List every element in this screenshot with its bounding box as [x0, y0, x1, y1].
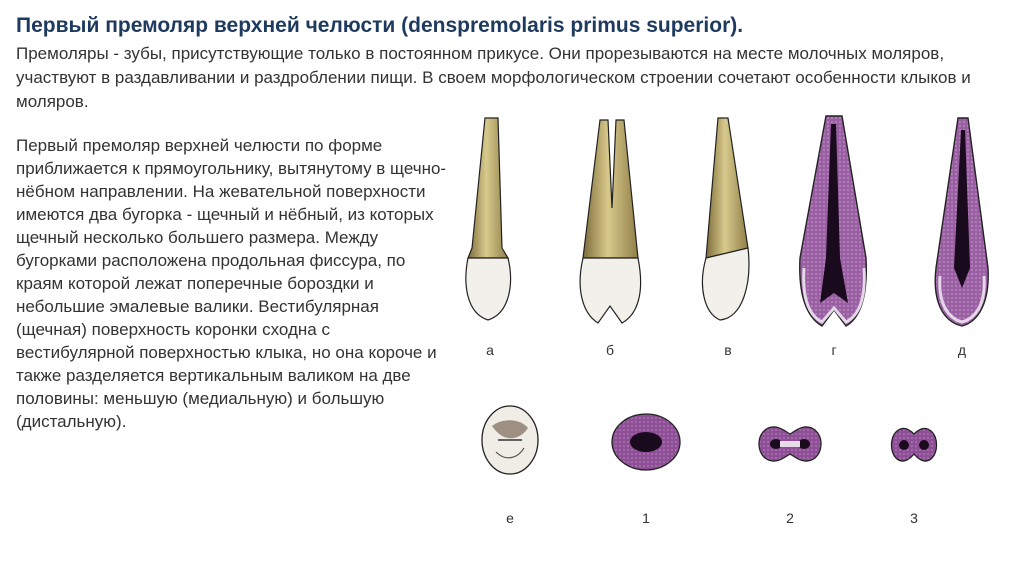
tooth-a	[466, 118, 511, 320]
caption-e: д	[957, 342, 967, 358]
caption-c: в	[724, 342, 732, 358]
tooth-e-section	[935, 118, 988, 326]
tooth-d-section	[800, 116, 867, 326]
caption-b: б	[605, 342, 615, 358]
tooth-views-figure	[458, 108, 1010, 370]
caption-2: 2	[786, 510, 794, 526]
caption-3: 3	[910, 510, 918, 526]
cross-sections-illustration	[458, 396, 1010, 538]
page-title	[16, 12, 1006, 40]
intro-paragraph: Премоляры - зубы, присутствующие только в постоянном прикусе. Они прорезываются на месте молочных моляров, участвуют в раздавливании и раздроблении пищи. В своем морфологическом строении сочетают особенности клыков и моляров.	[16, 44, 971, 111]
caption-1: 1	[642, 510, 650, 526]
tooth-b	[580, 120, 640, 323]
cross-section-3	[892, 429, 937, 462]
caption-d: г	[831, 342, 837, 358]
cross-section-2	[759, 427, 821, 461]
title-main: Первый премоляр верхней челюсти (denspremolaris primus superior)	[16, 14, 738, 37]
tooth-c	[702, 118, 748, 320]
cross-section-1	[612, 414, 680, 470]
caption-f: е	[506, 510, 514, 526]
occlusal-view	[482, 406, 538, 474]
cross-sections-figure	[458, 396, 1010, 538]
body-paragraph: Первый премоляр верхней челюсти по форме приближается к прямоугольнику, вытянутому в щечно-нёбном направлении. На жевательной поверхности имеются два бугорка - щечный и нёбный, из которых щечный несколько большего размера. Между бугорками расположена продольная фиссура, по краям которой лежат поперечные бороздки и небольшие эмалевые валики. Вестибулярная (щечная) поверхность коронки сходна с вестибулярной поверхностью клыка, но она короче и также разделяется вертикальным валиком на две половины: меньшую (медиальную) и большую (дистальную).	[16, 136, 447, 431]
tooth-views-illustration	[458, 108, 1010, 370]
title-end: .	[737, 14, 744, 37]
caption-a: а	[486, 342, 494, 358]
